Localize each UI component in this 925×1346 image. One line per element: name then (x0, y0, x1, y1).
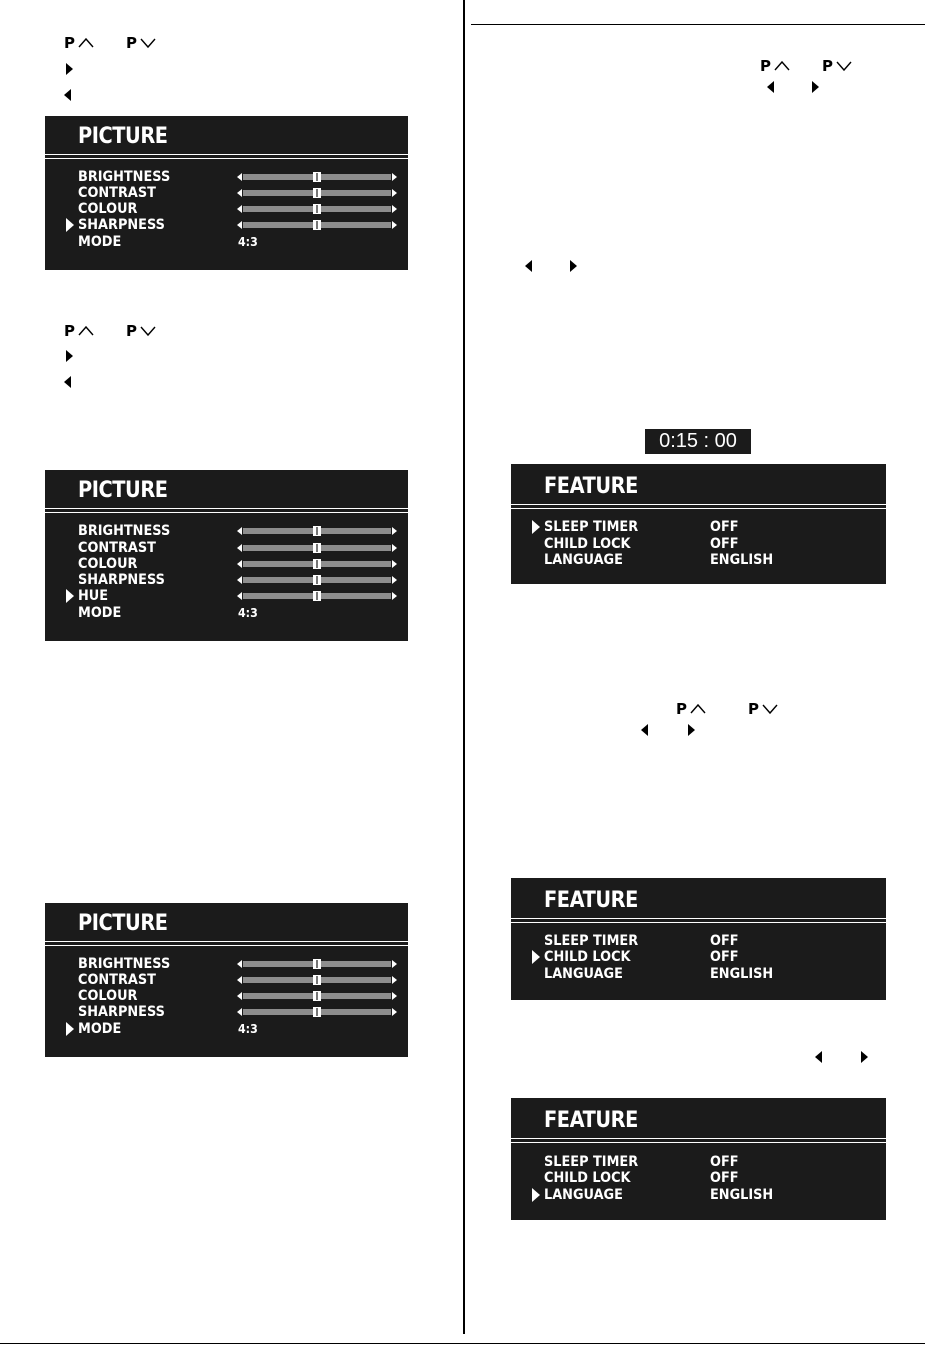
menu-row-colour[interactable] (45, 988, 408, 1004)
level-slider-icon[interactable] (237, 991, 397, 1001)
menu-row-child-lock[interactable] (511, 536, 886, 552)
menu-row-label: SHARPNESS (78, 572, 165, 588)
menu-row-label: CHILD LOCK (544, 1170, 631, 1186)
menu-row-sharpness[interactable] (45, 572, 408, 588)
menu-row-label: SLEEP TIMER (544, 519, 639, 535)
level-slider-icon[interactable] (237, 559, 397, 569)
triangle-left-icon (767, 81, 774, 93)
menu-row-label: LANGUAGE (544, 966, 623, 982)
menu-row-value: ENGLISH (710, 966, 774, 982)
menu-row-label: LANGUAGE (544, 1187, 623, 1203)
menu-pointer-icon (66, 589, 74, 603)
menu-row-label: MODE (78, 605, 122, 621)
section-rule (471, 24, 925, 25)
chevron-up-icon (690, 703, 706, 715)
triangle-left-icon (525, 260, 532, 272)
chevron-down-icon (762, 703, 778, 715)
chevron-down-icon (140, 325, 156, 337)
menu-row-label: COLOUR (78, 556, 138, 572)
menu-row-child-lock[interactable] (511, 1170, 886, 1186)
p-up-key (64, 34, 94, 52)
menu-row-value: OFF (710, 1170, 739, 1186)
triangle-left-icon (64, 89, 71, 101)
menu-row-mode[interactable] (45, 1021, 408, 1037)
chevron-up-icon (78, 325, 94, 337)
menu-row-contrast[interactable] (45, 540, 408, 556)
p-down-key (822, 57, 852, 75)
menu-row-label: SHARPNESS (78, 1004, 165, 1020)
p-up-down-keys (760, 55, 852, 77)
chevron-down-icon (140, 37, 156, 49)
p-up-down-keys (64, 320, 156, 342)
menu-row-language[interactable] (511, 966, 886, 982)
level-slider-icon[interactable] (237, 204, 397, 214)
chevron-up-icon (78, 37, 94, 49)
menu-title: PICTURE (78, 478, 168, 503)
p-down-label: P (748, 700, 759, 718)
p-up-label: P (64, 34, 75, 52)
menu-title-rule (511, 1138, 886, 1139)
menu-row-value: OFF (710, 519, 739, 535)
p-down-label: P (126, 322, 137, 340)
triangle-right-icon (812, 81, 819, 93)
menu-row-label: MODE (78, 234, 122, 250)
menu-pointer-icon (532, 1188, 540, 1202)
p-down-key (126, 322, 156, 340)
feature-menu (511, 1098, 886, 1220)
chevron-up-icon (774, 60, 790, 72)
menu-row-label: CONTRAST (78, 185, 156, 201)
menu-title-rule (511, 1142, 886, 1143)
menu-row-brightness[interactable] (45, 169, 408, 185)
menu-row-colour[interactable] (45, 556, 408, 572)
menu-row-language[interactable] (511, 552, 886, 568)
level-slider-icon[interactable] (237, 591, 397, 601)
chevron-down-icon (836, 60, 852, 72)
p-up-down-keys (64, 32, 156, 54)
level-slider-icon[interactable] (237, 1007, 397, 1017)
triangle-left-icon (64, 376, 71, 388)
menu-row-value: 4:3 (238, 235, 258, 249)
picture-menu (45, 470, 408, 641)
triangle-right-icon (570, 260, 577, 272)
menu-row-value: OFF (710, 536, 739, 552)
level-slider-icon[interactable] (237, 959, 397, 969)
menu-title-rule (45, 512, 408, 513)
menu-row-label: COLOUR (78, 201, 138, 217)
menu-row-label: CHILD LOCK (544, 536, 631, 552)
p-up-key (760, 57, 790, 75)
menu-row-hue[interactable] (45, 588, 408, 604)
menu-title: PICTURE (78, 911, 168, 936)
menu-row-label: COLOUR (78, 988, 138, 1004)
triangle-right-icon (688, 724, 695, 736)
menu-title: FEATURE (544, 888, 638, 913)
menu-row-brightness[interactable] (45, 523, 408, 539)
menu-pointer-icon (532, 520, 540, 534)
level-slider-icon[interactable] (237, 975, 397, 985)
menu-row-label: BRIGHTNESS (78, 956, 171, 972)
triangle-right-icon (66, 63, 73, 75)
menu-title: FEATURE (544, 1108, 638, 1133)
menu-row-label: LANGUAGE (544, 552, 623, 568)
menu-title: PICTURE (78, 124, 168, 149)
p-up-key (676, 700, 706, 718)
menu-row-sleep-timer[interactable] (511, 519, 886, 535)
menu-row-mode[interactable] (45, 234, 408, 250)
menu-pointer-icon (66, 1022, 74, 1036)
menu-title-rule (45, 158, 408, 159)
feature-menu (511, 464, 886, 584)
p-up-key (64, 322, 94, 340)
menu-row-contrast[interactable] (45, 185, 408, 201)
menu-title-rule (45, 508, 408, 509)
menu-title-rule (511, 922, 886, 923)
menu-row-contrast[interactable] (45, 972, 408, 988)
triangle-right-icon (66, 350, 73, 362)
level-slider-icon[interactable] (237, 575, 397, 585)
menu-pointer-icon (532, 950, 540, 964)
menu-row-language[interactable] (511, 1187, 886, 1203)
menu-row-label: BRIGHTNESS (78, 169, 171, 185)
p-up-label: P (676, 700, 687, 718)
menu-row-brightness[interactable] (45, 956, 408, 972)
menu-row-label: HUE (78, 588, 109, 604)
sleep-timer-display: 0:15 : 00 (645, 429, 751, 454)
p-down-label: P (126, 34, 137, 52)
menu-row-label: BRIGHTNESS (78, 523, 171, 539)
menu-row-value: ENGLISH (710, 1187, 774, 1203)
menu-row-label: CHILD LOCK (544, 949, 631, 965)
menu-title-rule (511, 918, 886, 919)
column-divider (463, 0, 465, 1334)
p-down-key (748, 700, 778, 718)
menu-pointer-icon (66, 218, 74, 232)
menu-title-rule (45, 941, 408, 942)
picture-menu (45, 903, 408, 1057)
level-slider-icon[interactable] (237, 543, 397, 553)
triangle-left-icon (815, 1051, 822, 1063)
menu-row-value: OFF (710, 933, 739, 949)
triangle-left-icon (641, 724, 648, 736)
menu-row-label: CONTRAST (78, 972, 156, 988)
menu-title-rule (45, 945, 408, 946)
p-up-label: P (760, 57, 771, 75)
triangle-right-icon (861, 1051, 868, 1063)
level-slider-icon[interactable] (237, 172, 397, 182)
level-slider-icon[interactable] (237, 188, 397, 198)
menu-title-rule (511, 504, 886, 505)
menu-row-label: SLEEP TIMER (544, 1154, 639, 1170)
level-slider-icon[interactable] (237, 220, 397, 230)
menu-row-label: SHARPNESS (78, 217, 165, 233)
menu-row-value: 4:3 (238, 606, 258, 620)
menu-title-rule (45, 154, 408, 155)
menu-row-sharpness[interactable] (45, 1004, 408, 1020)
menu-row-value: OFF (710, 1154, 739, 1170)
p-down-label: P (822, 57, 833, 75)
menu-row-sleep-timer[interactable] (511, 1154, 886, 1170)
menu-row-value: OFF (710, 949, 739, 965)
menu-row-sharpness[interactable] (45, 217, 408, 233)
menu-row-value: ENGLISH (710, 552, 774, 568)
level-slider-icon[interactable] (237, 526, 397, 536)
feature-menu (511, 878, 886, 1000)
menu-row-colour[interactable] (45, 201, 408, 217)
p-up-label: P (64, 322, 75, 340)
menu-row-mode[interactable] (45, 605, 408, 621)
page-footer-rule (0, 1343, 925, 1344)
p-up-down-keys (676, 698, 778, 720)
menu-title-rule (511, 508, 886, 509)
menu-row-value: 4:3 (238, 1022, 258, 1036)
menu-row-label: MODE (78, 1021, 122, 1037)
menu-row-child-lock[interactable] (511, 949, 886, 965)
menu-row-label: CONTRAST (78, 540, 156, 556)
picture-menu (45, 116, 408, 270)
menu-row-sleep-timer[interactable] (511, 933, 886, 949)
p-down-key (126, 34, 156, 52)
menu-title: FEATURE (544, 474, 638, 499)
menu-row-label: SLEEP TIMER (544, 933, 639, 949)
